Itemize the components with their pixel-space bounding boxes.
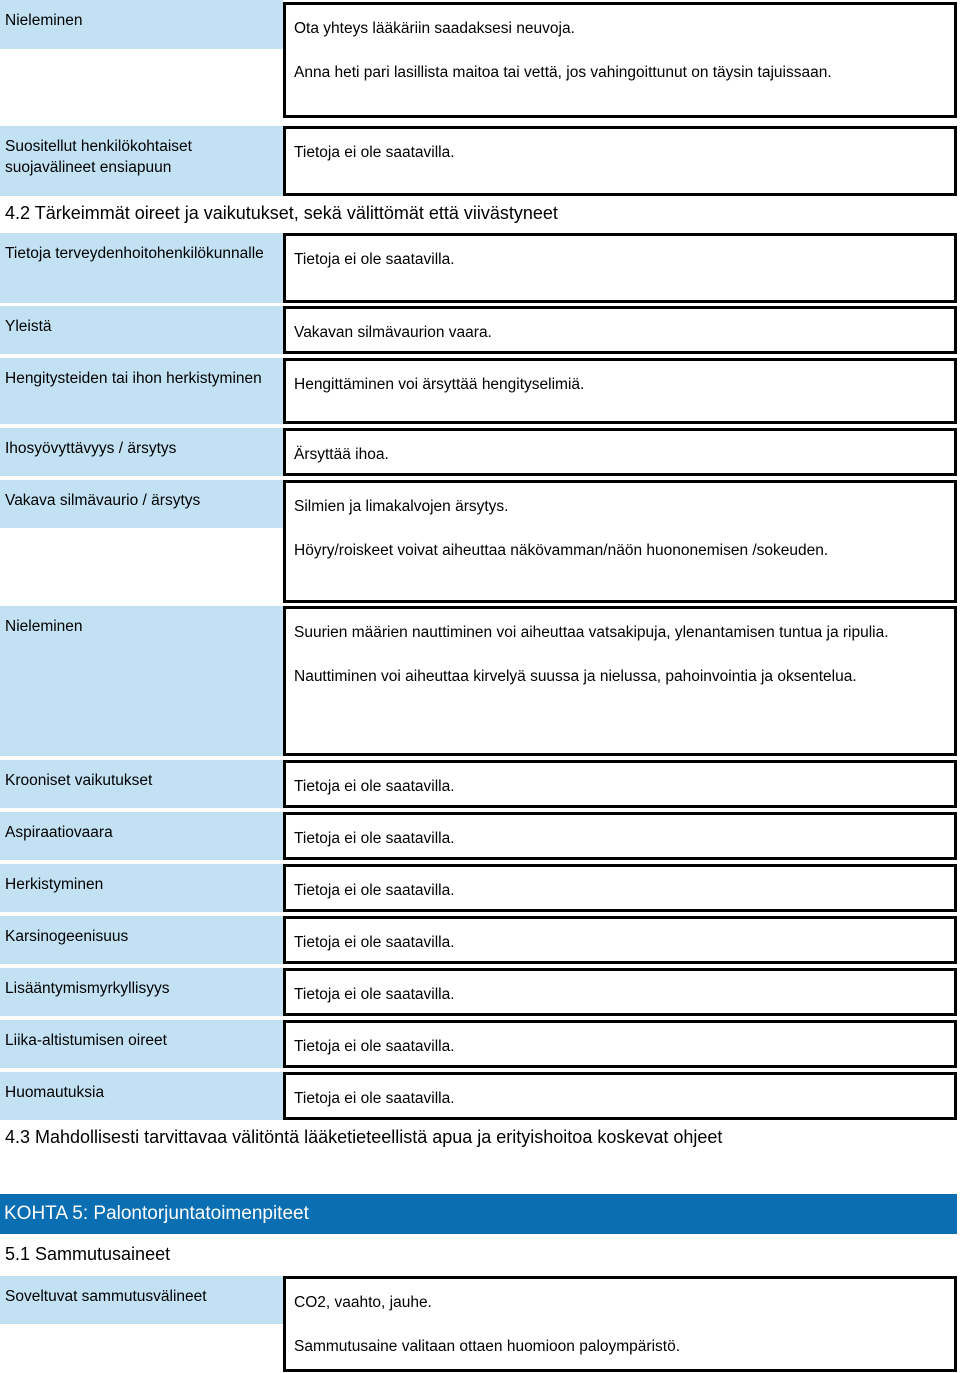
value-text: Ärsyttää ihoa.	[294, 446, 389, 463]
value-text: Höyry/roiskeet voivat aiheuttaa näkövamman/näön huononemisen /sokeuden.	[294, 542, 829, 559]
value-text: Tietoja ei ole saatavilla.	[294, 144, 455, 161]
value-text: Tietoja ei ole saatavilla.	[294, 1090, 455, 1107]
value-text: Nauttiminen voi aiheuttaa kirvelyä suussa ja nielussa, pahoinvointia ja oksentelua.	[294, 668, 857, 685]
row-label: Liika-altistumisen oireet	[0, 1020, 283, 1068]
value-text: Silmien ja limakalvojen ärsytys.	[294, 498, 509, 515]
section-heading-4-3: 4.3 Mahdollisesti tarvittavaa välitöntä lääketieteellistä apua ja erityishoitoa koskevat ohjeet	[5, 1127, 723, 1147]
row-label: Karsinogeenisuus	[0, 916, 283, 964]
row-value	[283, 233, 957, 303]
row-label: Lisääntymismyrkyllisyys	[0, 968, 283, 1016]
row-value	[283, 1276, 957, 1372]
value-text: Suurien määrien nauttiminen voi aiheuttaa vatsakipuja, ylenantamisen tuntua ja ripulia.	[294, 624, 889, 641]
row-value	[283, 606, 957, 756]
row-value	[283, 2, 957, 118]
row-label: Herkistyminen	[0, 864, 283, 912]
row-value	[283, 760, 957, 808]
row-value	[283, 306, 957, 354]
value-text: Tietoja ei ole saatavilla.	[294, 830, 455, 847]
value-text: Anna heti pari lasillista maitoa tai vettä, jos vahingoittunut on täysin tajuissaan.	[294, 64, 832, 81]
row-label: Soveltuvat sammutusvälineet	[0, 1276, 283, 1324]
row-label: Huomautuksia	[0, 1072, 283, 1120]
row-value	[283, 1072, 957, 1120]
section-banner: KOHTA 5: Palontorjuntatoimenpiteet	[0, 1194, 957, 1234]
value-text: Tietoja ei ole saatavilla.	[294, 986, 455, 1003]
row-value	[283, 358, 957, 424]
row-label: Yleistä	[0, 306, 283, 354]
value-text: Tietoja ei ole saatavilla.	[294, 882, 455, 899]
value-text: Vakavan silmävaurion vaara.	[294, 324, 492, 341]
value-text: Tietoja ei ole saatavilla.	[294, 1038, 455, 1055]
row-label: Krooniset vaikutukset	[0, 760, 283, 808]
row-value	[283, 812, 957, 860]
value-text: Tietoja ei ole saatavilla.	[294, 778, 455, 795]
section-heading-5-1: 5.1 Sammutusaineet	[5, 1244, 171, 1264]
row-label: Vakava silmävaurio / ärsytys	[0, 480, 283, 528]
row-value	[283, 428, 957, 476]
value-text: Tietoja ei ole saatavilla.	[294, 251, 455, 268]
row-value	[283, 916, 957, 964]
row-label: Suositellut henkilökohtaiset suojavälineet ensiapuun	[0, 126, 283, 196]
row-label: Hengitysteiden tai ihon herkistyminen	[0, 358, 283, 424]
row-label: Aspiraatiovaara	[0, 812, 283, 860]
row-label: Tietoja terveydenhoitohenkilökunnalle	[0, 233, 283, 303]
value-text: Hengittäminen voi ärsyttää hengityselimiä.	[294, 376, 585, 393]
value-text: CO2, vaahto, jauhe.	[294, 1294, 432, 1311]
value-text: Ota yhteys lääkäriin saadaksesi neuvoja.	[294, 20, 575, 37]
row-label: Nieleminen	[0, 606, 283, 756]
value-text: Sammutusaine valitaan ottaen huomioon paloympäristö.	[294, 1338, 681, 1355]
section-heading-4-2: 4.2 Tärkeimmät oireet ja vaikutukset, sekä välittömät että viivästyneet	[5, 203, 558, 223]
row-label: Ihosyövyttävyys / ärsytys	[0, 428, 283, 476]
row-value	[283, 480, 957, 603]
value-text: Tietoja ei ole saatavilla.	[294, 934, 455, 951]
row-value	[283, 864, 957, 912]
row-value	[283, 1020, 957, 1068]
row-label: Nieleminen	[0, 0, 283, 49]
row-value	[283, 968, 957, 1016]
row-value	[283, 126, 957, 196]
